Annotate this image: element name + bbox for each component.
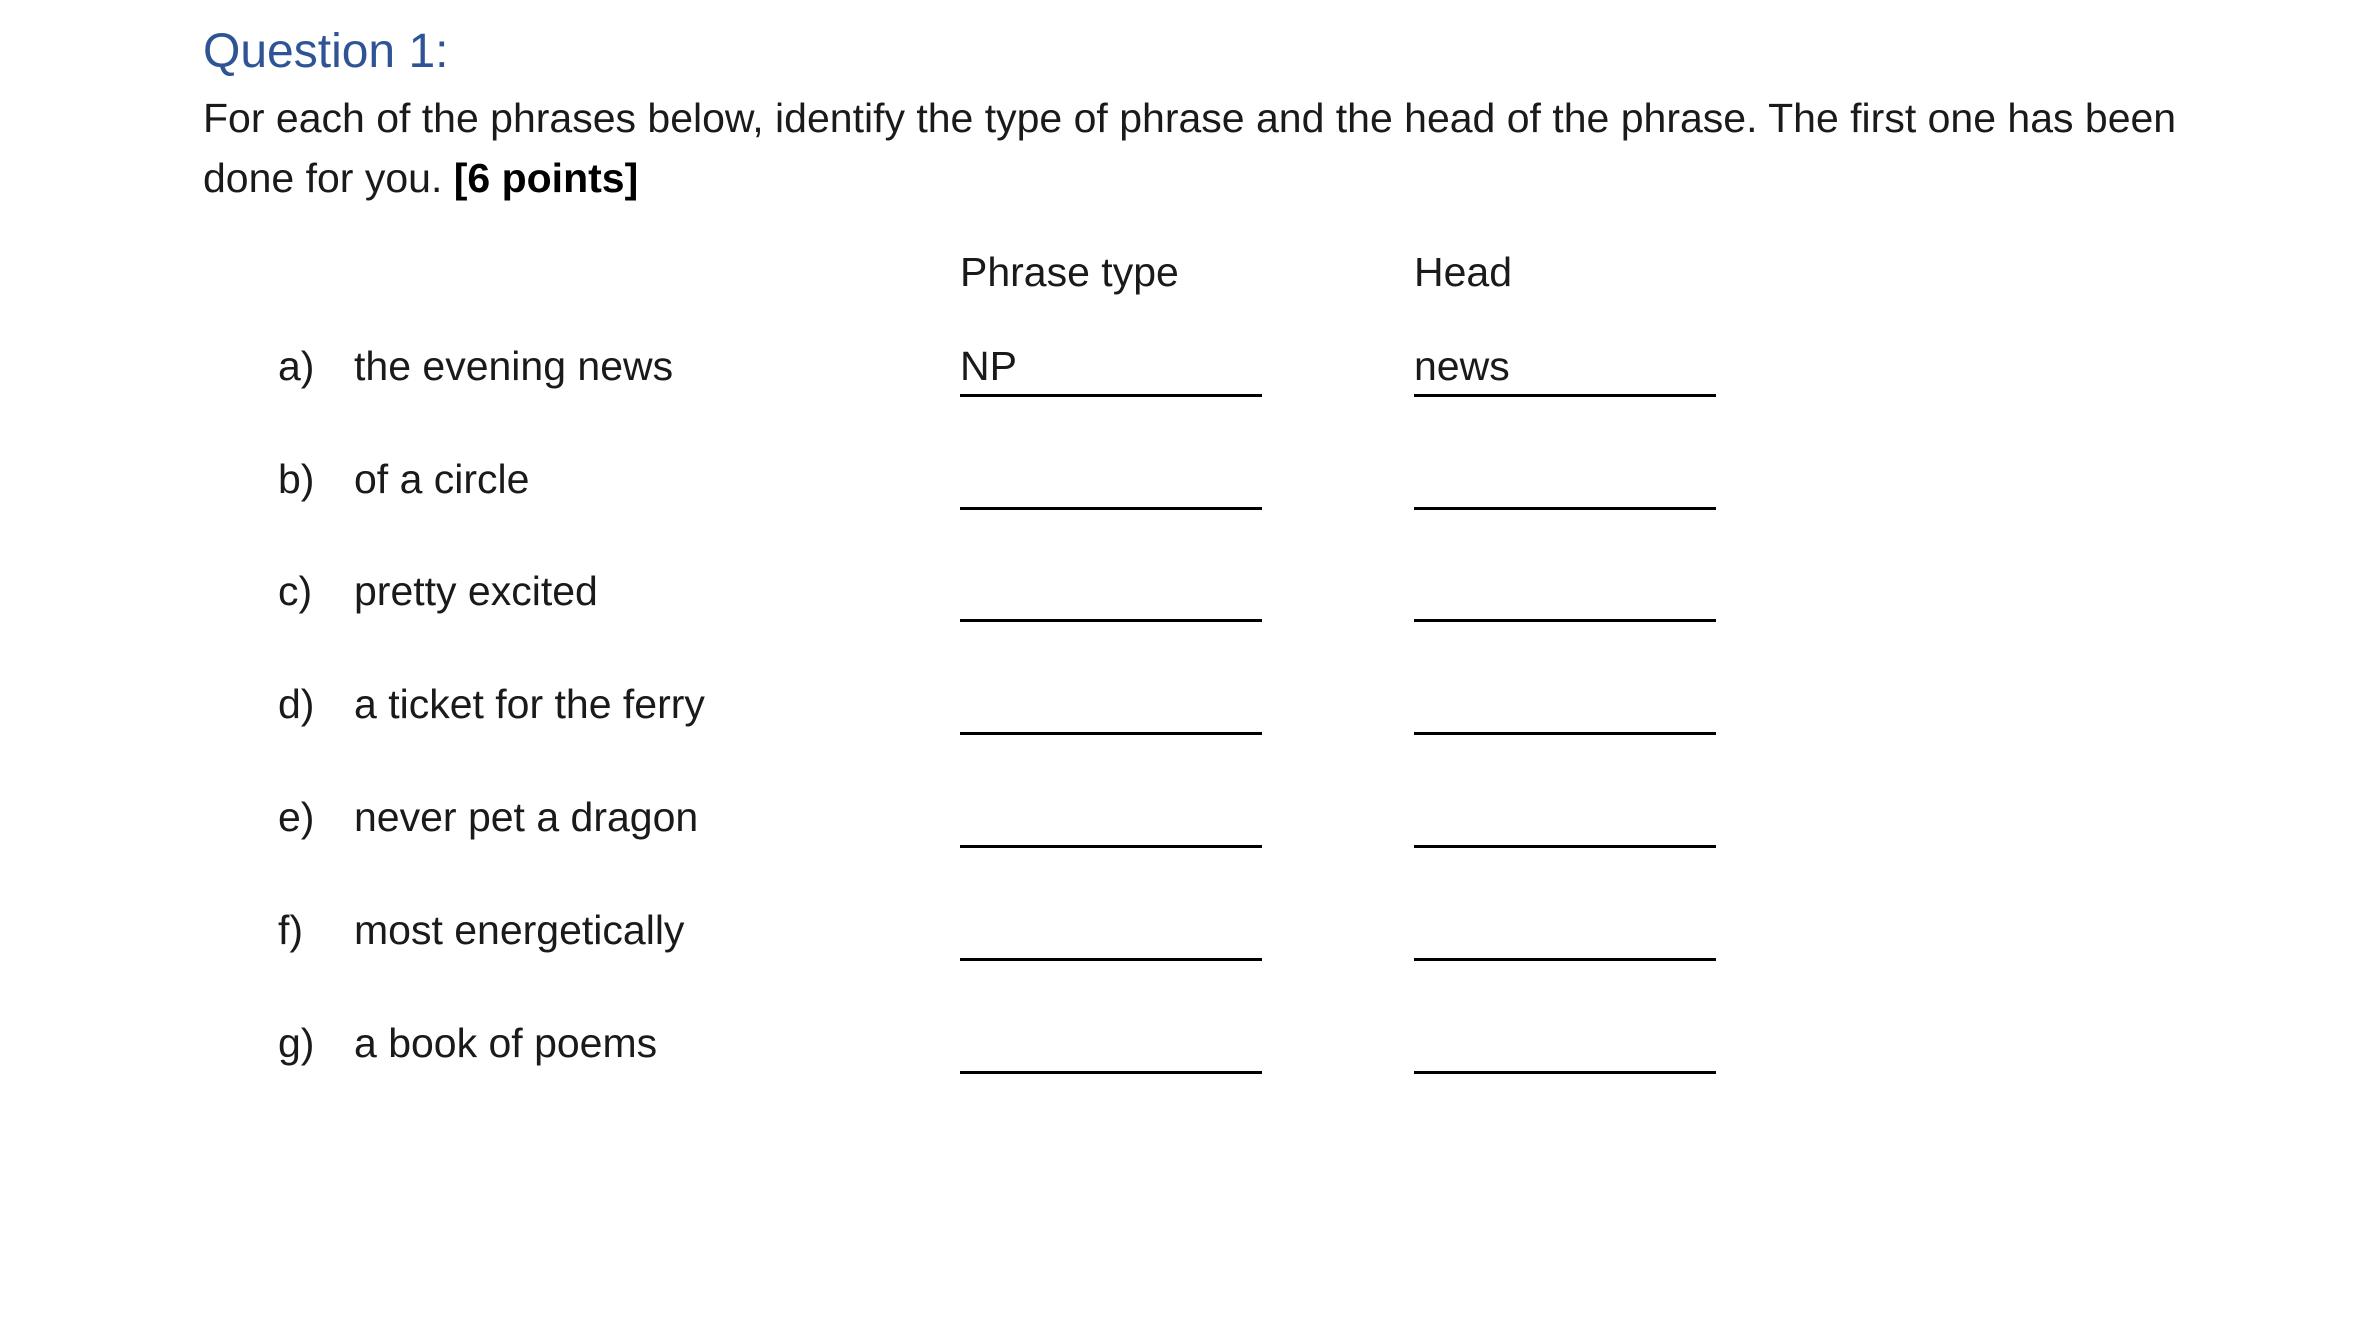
phrase-type-answer-field[interactable] bbox=[960, 1015, 1262, 1074]
phrase-type-answer-field[interactable] bbox=[960, 451, 1262, 510]
head-answer-field[interactable] bbox=[1414, 676, 1716, 735]
item-letter: a) bbox=[278, 343, 315, 389]
item-phrase: a book of poems bbox=[354, 1020, 658, 1066]
head-answer-field[interactable] bbox=[1414, 902, 1716, 961]
phrase-type-column-header: Phrase type bbox=[960, 249, 1179, 295]
item-row-a bbox=[0, 338, 2353, 408]
item-letter: d) bbox=[278, 681, 315, 727]
head-answer-field[interactable]: news bbox=[1414, 338, 1716, 397]
item-letter: e) bbox=[278, 794, 315, 840]
item-letter: f) bbox=[278, 907, 304, 953]
item-row-c bbox=[0, 563, 2353, 633]
question-instructions bbox=[203, 88, 2203, 208]
item-phrase: never pet a dragon bbox=[354, 794, 699, 840]
item-phrase: most energetically bbox=[354, 907, 685, 953]
head-answer-field[interactable] bbox=[1414, 563, 1716, 622]
head-answer-field[interactable] bbox=[1414, 789, 1716, 848]
head-column-header: Head bbox=[1414, 249, 1513, 295]
head-answer-field[interactable] bbox=[1414, 451, 1716, 510]
item-phrase: a ticket for the ferry bbox=[354, 681, 705, 727]
phrase-type-answer-field[interactable] bbox=[960, 902, 1262, 961]
head-answer-field[interactable] bbox=[1414, 1015, 1716, 1074]
item-row-e bbox=[0, 789, 2353, 859]
points-label: [6 points] bbox=[453, 155, 639, 201]
item-letter: b) bbox=[278, 456, 315, 502]
item-row-g bbox=[0, 1015, 2353, 1085]
item-letter: c) bbox=[278, 568, 313, 614]
phrase-type-answer-field[interactable]: NP bbox=[960, 338, 1262, 397]
question-title: Question 1: bbox=[203, 25, 449, 78]
instructions-text: For each of the phrases below, identify the type of phrase and the head of the phrase. The first one has been done for you. bbox=[203, 95, 2177, 201]
item-row-f bbox=[0, 902, 2353, 972]
item-phrase: pretty excited bbox=[354, 568, 598, 614]
item-row-d bbox=[0, 676, 2353, 746]
phrase-type-answer-field[interactable] bbox=[960, 789, 1262, 848]
phrase-type-answer-field[interactable] bbox=[960, 563, 1262, 622]
item-letter: g) bbox=[278, 1020, 315, 1066]
item-phrase: the evening news bbox=[354, 343, 674, 389]
item-phrase: of a circle bbox=[354, 456, 530, 502]
item-row-b bbox=[0, 451, 2353, 521]
phrase-type-answer-field[interactable] bbox=[960, 676, 1262, 735]
